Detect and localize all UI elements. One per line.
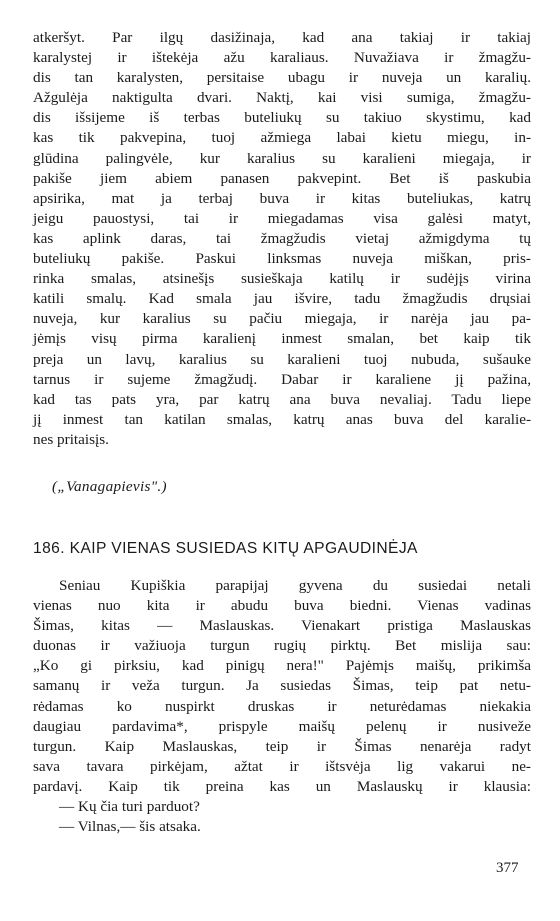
text-line: Seniau Kupiškia parapijaj gyvena du susiedai netali bbox=[59, 577, 531, 594]
text-line: tarnus ir sujeme žmagžudį. Dabar ir karaliene jį pažina, bbox=[33, 370, 531, 388]
text-line: jėmįs visų pirma karalienį inmest smalan, bet kaip tik bbox=[33, 330, 531, 348]
text-line: dis tan karalysten, persitaise ubagu ir nuveja un karalių. bbox=[33, 69, 531, 87]
text-line: Ažgulėja naktigulta dvari. Naktį, kai visi sumiga, žmagžu- bbox=[33, 89, 531, 107]
text-line: nuveja, kur karalius su pačiu miegaja, ir narėja jau pa- bbox=[33, 310, 531, 328]
source-note: („Vanagapievis".) bbox=[52, 478, 167, 495]
text-line: apsirika, mat ja terbaj buva ir kitas buteliukas, katrų bbox=[33, 189, 531, 207]
text-line: daugiau pardavima*, prispyle maišų pelenų ir nusiveže bbox=[33, 717, 531, 735]
text-line: jį inmest tan katilan smalas, katrų anas buva del karalie- bbox=[33, 410, 531, 428]
dialog-line: — Kų čia turi parduot? bbox=[59, 798, 200, 816]
text-line: kas aplink daras, tai žmagžudis vietaj ažmigdyma tų bbox=[33, 229, 531, 247]
text-line: kas tik pakvepina, tuoj ažmiega labai kietu miegu, in- bbox=[33, 129, 531, 147]
text-line: pakiše jiem abiem panasen pakvepint. Bet iš paskubia bbox=[33, 169, 531, 187]
text-line: vienas nuo kita ir abudu buva biedni. Vienas vadinas bbox=[33, 597, 531, 615]
text-line: jeigu pauostysi, tai ir miegadamas visa galėsi matyt, bbox=[33, 209, 531, 227]
page-number: 377 bbox=[496, 860, 519, 876]
text-line: nes pritaisįs. bbox=[33, 430, 109, 448]
text-line: glūdina palingvėle, kur karalius su karalieni miegaja, ir bbox=[33, 149, 531, 167]
text-line: karalystej ir ištekėja ažu karaliaus. Nuvažiava ir žmagžu- bbox=[33, 49, 531, 67]
text-line: katili smalų. Kad smala jau išvire, tadu žmagžudis drųsiai bbox=[33, 290, 531, 308]
text-line: sava tavara pirkėjam, ažtat ir ištsvėja lig vakarui ne- bbox=[33, 757, 531, 775]
text-line: rėdamas ko nuspirkt druskas ir neturėdamas niekakia bbox=[33, 697, 531, 715]
text-line: pardavį. Kaip tik preina kas un Maslauskų ir klausia: bbox=[33, 777, 531, 795]
text-line: samanų ir veža turgun. Ja susiedas Šimas, teip pat netu- bbox=[33, 677, 531, 695]
text-line: rinka smalas, atsinešįs susieškaja katilų ir sudėjįs virina bbox=[33, 270, 531, 288]
paragraph-continued bbox=[33, 28, 531, 450]
text-line: atkeršyt. Par ilgų dasižinaja, kad ana takiaj ir takiaj bbox=[33, 29, 531, 46]
dialog-line: — Vilnas,— šis atsaka. bbox=[59, 818, 201, 836]
text-line: turgun. Kaip Maslauskas, teip ir Šimas nenarėja radyt bbox=[33, 737, 531, 755]
text-line: „Ko gi pirksiu, kad pinigų nera!" Pajėmįs maišų, prikimša bbox=[33, 657, 531, 675]
text-line: dis išsijeme iš terbas buteliukų su takiuo skystimu, kad bbox=[33, 109, 531, 127]
text-line: kad tas pats yra, par katrų ana buva nevaliaj. Tadu liepe bbox=[33, 390, 531, 408]
text-line: duonas ir važiuoja turgun rugių pirktų. Bet mislija sau: bbox=[33, 637, 531, 655]
text-line: Šimas, kitas — Maslauskas. Vienakart pristiga Maslauskas bbox=[33, 617, 531, 635]
story-heading: 186. KAIP VIENAS SUSIEDAS KITŲ APGAUDINĖJA bbox=[33, 540, 418, 557]
text-line: buteliukų pakiše. Paskui linksmas nuveja miškan, pris- bbox=[33, 250, 531, 268]
text-line: preja un lavų, karalius su karalieni tuoj nubuda, sušauke bbox=[33, 350, 531, 368]
story-text bbox=[33, 576, 531, 837]
